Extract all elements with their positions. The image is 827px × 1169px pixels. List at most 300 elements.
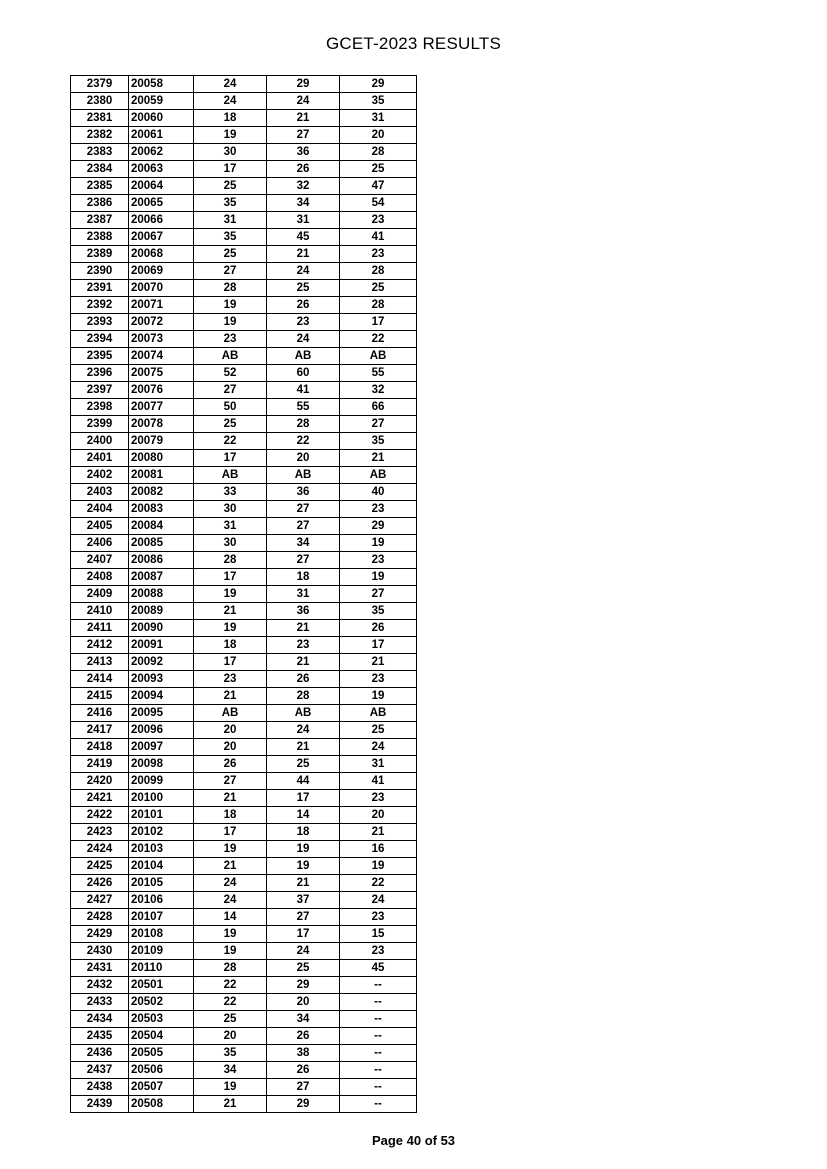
serial-number-cell: 2437: [71, 1062, 129, 1079]
score-cell-1: 31: [194, 212, 267, 229]
serial-number-cell: 2384: [71, 161, 129, 178]
roll-number-cell: 20087: [129, 569, 194, 586]
score-cell-2: 28: [267, 416, 340, 433]
roll-number-cell: 20079: [129, 433, 194, 450]
score-cell-2: 27: [267, 501, 340, 518]
serial-number-cell: 2382: [71, 127, 129, 144]
score-cell-1: 18: [194, 807, 267, 824]
score-cell-3: 41: [340, 773, 417, 790]
table-row: [71, 875, 417, 892]
roll-number-cell: 20074: [129, 348, 194, 365]
score-cell-2: 41: [267, 382, 340, 399]
serial-number-cell: 2431: [71, 960, 129, 977]
table-row: [71, 1096, 417, 1113]
score-cell-1: 24: [194, 892, 267, 909]
serial-number-cell: 2400: [71, 433, 129, 450]
roll-number-cell: 20501: [129, 977, 194, 994]
table-row: [71, 433, 417, 450]
score-cell-1: 35: [194, 229, 267, 246]
table-row: [71, 76, 417, 93]
roll-number-cell: 20075: [129, 365, 194, 382]
serial-number-cell: 2387: [71, 212, 129, 229]
score-cell-3: AB: [340, 467, 417, 484]
roll-number-cell: 20070: [129, 280, 194, 297]
serial-number-cell: 2407: [71, 552, 129, 569]
score-cell-3: 25: [340, 722, 417, 739]
table-row: [71, 603, 417, 620]
score-cell-1: 21: [194, 858, 267, 875]
score-cell-3: 40: [340, 484, 417, 501]
score-cell-3: --: [340, 1079, 417, 1096]
score-cell-1: 19: [194, 314, 267, 331]
serial-number-cell: 2415: [71, 688, 129, 705]
score-cell-3: 28: [340, 297, 417, 314]
roll-number-cell: 20099: [129, 773, 194, 790]
score-cell-3: 23: [340, 552, 417, 569]
score-cell-1: 20: [194, 722, 267, 739]
score-cell-1: 17: [194, 569, 267, 586]
score-cell-1: 22: [194, 994, 267, 1011]
score-cell-2: 18: [267, 569, 340, 586]
serial-number-cell: 2403: [71, 484, 129, 501]
score-cell-2: 19: [267, 858, 340, 875]
roll-number-cell: 20096: [129, 722, 194, 739]
score-cell-3: 29: [340, 518, 417, 535]
score-cell-3: 66: [340, 399, 417, 416]
serial-number-cell: 2433: [71, 994, 129, 1011]
score-cell-1: 21: [194, 603, 267, 620]
score-cell-3: 28: [340, 144, 417, 161]
table-row: [71, 348, 417, 365]
roll-number-cell: 20083: [129, 501, 194, 518]
score-cell-1: 22: [194, 977, 267, 994]
score-cell-2: 18: [267, 824, 340, 841]
score-cell-1: 34: [194, 1062, 267, 1079]
serial-number-cell: 2420: [71, 773, 129, 790]
score-cell-3: 25: [340, 161, 417, 178]
serial-number-cell: 2428: [71, 909, 129, 926]
score-cell-1: 28: [194, 960, 267, 977]
serial-number-cell: 2389: [71, 246, 129, 263]
score-cell-2: 24: [267, 722, 340, 739]
score-cell-2: 20: [267, 994, 340, 1011]
serial-number-cell: 2419: [71, 756, 129, 773]
roll-number-cell: 20060: [129, 110, 194, 127]
score-cell-2: 26: [267, 1062, 340, 1079]
roll-number-cell: 20107: [129, 909, 194, 926]
roll-number-cell: 20082: [129, 484, 194, 501]
roll-number-cell: 20502: [129, 994, 194, 1011]
score-cell-2: 20: [267, 450, 340, 467]
serial-number-cell: 2399: [71, 416, 129, 433]
score-cell-3: --: [340, 1045, 417, 1062]
score-cell-3: 21: [340, 450, 417, 467]
score-cell-1: 26: [194, 756, 267, 773]
score-cell-3: 41: [340, 229, 417, 246]
roll-number-cell: 20080: [129, 450, 194, 467]
score-cell-3: AB: [340, 705, 417, 722]
roll-number-cell: 20508: [129, 1096, 194, 1113]
roll-number-cell: 20103: [129, 841, 194, 858]
score-cell-1: 19: [194, 127, 267, 144]
roll-number-cell: 20081: [129, 467, 194, 484]
score-cell-2: 17: [267, 790, 340, 807]
score-cell-3: 45: [340, 960, 417, 977]
score-cell-2: 27: [267, 127, 340, 144]
serial-number-cell: 2398: [71, 399, 129, 416]
table-row: [71, 722, 417, 739]
roll-number-cell: 20076: [129, 382, 194, 399]
roll-number-cell: 20067: [129, 229, 194, 246]
score-cell-3: 23: [340, 943, 417, 960]
serial-number-cell: 2422: [71, 807, 129, 824]
table-row: [71, 671, 417, 688]
roll-number-cell: 20068: [129, 246, 194, 263]
score-cell-3: 55: [340, 365, 417, 382]
table-row: [71, 943, 417, 960]
serial-number-cell: 2423: [71, 824, 129, 841]
roll-number-cell: 20072: [129, 314, 194, 331]
table-row: [71, 1011, 417, 1028]
serial-number-cell: 2390: [71, 263, 129, 280]
score-cell-2: 24: [267, 93, 340, 110]
serial-number-cell: 2435: [71, 1028, 129, 1045]
score-cell-3: 20: [340, 127, 417, 144]
score-cell-2: AB: [267, 467, 340, 484]
score-cell-2: 21: [267, 246, 340, 263]
score-cell-2: 29: [267, 1096, 340, 1113]
serial-number-cell: 2429: [71, 926, 129, 943]
serial-number-cell: 2426: [71, 875, 129, 892]
score-cell-3: 26: [340, 620, 417, 637]
roll-number-cell: 20089: [129, 603, 194, 620]
serial-number-cell: 2439: [71, 1096, 129, 1113]
score-cell-1: 19: [194, 943, 267, 960]
score-cell-1: 22: [194, 433, 267, 450]
score-cell-1: 20: [194, 1028, 267, 1045]
score-cell-2: 21: [267, 110, 340, 127]
score-cell-3: --: [340, 1096, 417, 1113]
score-cell-2: 26: [267, 161, 340, 178]
table-row: [71, 654, 417, 671]
score-cell-2: 24: [267, 263, 340, 280]
table-row: [71, 586, 417, 603]
roll-number-cell: 20503: [129, 1011, 194, 1028]
score-cell-3: 28: [340, 263, 417, 280]
score-cell-2: 25: [267, 280, 340, 297]
roll-number-cell: 20097: [129, 739, 194, 756]
score-cell-1: 31: [194, 518, 267, 535]
score-cell-2: 21: [267, 620, 340, 637]
table-row: [71, 960, 417, 977]
table-row: [71, 620, 417, 637]
table-row: [71, 450, 417, 467]
serial-number-cell: 2396: [71, 365, 129, 382]
serial-number-cell: 2413: [71, 654, 129, 671]
table-row: [71, 365, 417, 382]
score-cell-2: 26: [267, 671, 340, 688]
score-cell-2: 24: [267, 331, 340, 348]
score-cell-2: 28: [267, 688, 340, 705]
roll-number-cell: 20084: [129, 518, 194, 535]
score-cell-3: 17: [340, 637, 417, 654]
table-row: [71, 484, 417, 501]
serial-number-cell: 2394: [71, 331, 129, 348]
serial-number-cell: 2410: [71, 603, 129, 620]
roll-number-cell: 20065: [129, 195, 194, 212]
roll-number-cell: 20063: [129, 161, 194, 178]
score-cell-1: 20: [194, 739, 267, 756]
score-cell-3: AB: [340, 348, 417, 365]
serial-number-cell: 2418: [71, 739, 129, 756]
roll-number-cell: 20066: [129, 212, 194, 229]
serial-number-cell: 2402: [71, 467, 129, 484]
score-cell-2: 29: [267, 977, 340, 994]
score-cell-1: 33: [194, 484, 267, 501]
score-cell-3: 23: [340, 246, 417, 263]
score-cell-1: 19: [194, 841, 267, 858]
table-row: [71, 1045, 417, 1062]
roll-number-cell: 20090: [129, 620, 194, 637]
score-cell-2: 22: [267, 433, 340, 450]
score-cell-3: 23: [340, 671, 417, 688]
roll-number-cell: 20110: [129, 960, 194, 977]
roll-number-cell: 20104: [129, 858, 194, 875]
score-cell-3: 23: [340, 212, 417, 229]
serial-number-cell: 2386: [71, 195, 129, 212]
table-row: [71, 739, 417, 756]
score-cell-3: 35: [340, 603, 417, 620]
table-row: [71, 399, 417, 416]
table-row: [71, 93, 417, 110]
score-cell-3: 19: [340, 858, 417, 875]
score-cell-1: AB: [194, 348, 267, 365]
score-cell-2: 37: [267, 892, 340, 909]
table-row: [71, 977, 417, 994]
serial-number-cell: 2405: [71, 518, 129, 535]
serial-number-cell: 2430: [71, 943, 129, 960]
roll-number-cell: 20098: [129, 756, 194, 773]
roll-number-cell: 20109: [129, 943, 194, 960]
serial-number-cell: 2406: [71, 535, 129, 552]
table-row: [71, 229, 417, 246]
score-cell-3: 15: [340, 926, 417, 943]
score-cell-1: 21: [194, 688, 267, 705]
score-cell-1: 17: [194, 824, 267, 841]
roll-number-cell: 20062: [129, 144, 194, 161]
score-cell-2: 36: [267, 603, 340, 620]
table-row: [71, 110, 417, 127]
score-cell-2: 34: [267, 1011, 340, 1028]
score-cell-1: 23: [194, 671, 267, 688]
score-cell-1: 27: [194, 382, 267, 399]
score-cell-2: 36: [267, 144, 340, 161]
score-cell-3: 23: [340, 909, 417, 926]
table-row: [71, 790, 417, 807]
serial-number-cell: 2438: [71, 1079, 129, 1096]
roll-number-cell: 20504: [129, 1028, 194, 1045]
score-cell-1: 28: [194, 552, 267, 569]
roll-number-cell: 20061: [129, 127, 194, 144]
score-cell-2: AB: [267, 705, 340, 722]
score-cell-3: --: [340, 977, 417, 994]
results-table-body: [71, 76, 417, 1113]
score-cell-1: 35: [194, 1045, 267, 1062]
score-cell-1: 50: [194, 399, 267, 416]
roll-number-cell: 20106: [129, 892, 194, 909]
score-cell-2: 31: [267, 586, 340, 603]
roll-number-cell: 20105: [129, 875, 194, 892]
table-row: [71, 1079, 417, 1096]
table-row: [71, 926, 417, 943]
score-cell-2: 21: [267, 654, 340, 671]
table-row: [71, 892, 417, 909]
table-row: [71, 212, 417, 229]
score-cell-1: 52: [194, 365, 267, 382]
table-row: [71, 535, 417, 552]
results-table: [70, 75, 417, 1113]
score-cell-3: 21: [340, 824, 417, 841]
table-row: [71, 994, 417, 1011]
score-cell-1: 19: [194, 620, 267, 637]
score-cell-1: AB: [194, 467, 267, 484]
score-cell-1: 30: [194, 535, 267, 552]
score-cell-3: --: [340, 1011, 417, 1028]
roll-number-cell: 20069: [129, 263, 194, 280]
score-cell-3: 32: [340, 382, 417, 399]
score-cell-1: 24: [194, 76, 267, 93]
serial-number-cell: 2385: [71, 178, 129, 195]
table-row: [71, 1028, 417, 1045]
score-cell-3: 31: [340, 756, 417, 773]
score-cell-3: --: [340, 994, 417, 1011]
score-cell-2: 31: [267, 212, 340, 229]
table-row: [71, 909, 417, 926]
table-row: [71, 297, 417, 314]
score-cell-1: 19: [194, 586, 267, 603]
score-cell-1: 30: [194, 501, 267, 518]
score-cell-2: 19: [267, 841, 340, 858]
score-cell-1: 18: [194, 110, 267, 127]
score-cell-2: 26: [267, 297, 340, 314]
score-cell-2: 27: [267, 1079, 340, 1096]
score-cell-1: 17: [194, 654, 267, 671]
score-cell-2: 34: [267, 535, 340, 552]
serial-number-cell: 2414: [71, 671, 129, 688]
table-row: [71, 637, 417, 654]
score-cell-2: 21: [267, 739, 340, 756]
table-row: [71, 552, 417, 569]
score-cell-1: 18: [194, 637, 267, 654]
score-cell-1: AB: [194, 705, 267, 722]
score-cell-3: 35: [340, 93, 417, 110]
serial-number-cell: 2392: [71, 297, 129, 314]
serial-number-cell: 2381: [71, 110, 129, 127]
roll-number-cell: 20094: [129, 688, 194, 705]
score-cell-2: 27: [267, 552, 340, 569]
table-row: [71, 161, 417, 178]
roll-number-cell: 20093: [129, 671, 194, 688]
serial-number-cell: 2417: [71, 722, 129, 739]
roll-number-cell: 20100: [129, 790, 194, 807]
serial-number-cell: 2397: [71, 382, 129, 399]
score-cell-2: 21: [267, 875, 340, 892]
serial-number-cell: 2409: [71, 586, 129, 603]
score-cell-1: 25: [194, 178, 267, 195]
score-cell-1: 24: [194, 93, 267, 110]
score-cell-2: 17: [267, 926, 340, 943]
score-cell-2: 55: [267, 399, 340, 416]
score-cell-3: 22: [340, 331, 417, 348]
score-cell-3: 54: [340, 195, 417, 212]
score-cell-1: 17: [194, 161, 267, 178]
serial-number-cell: 2393: [71, 314, 129, 331]
score-cell-2: 23: [267, 314, 340, 331]
roll-number-cell: 20505: [129, 1045, 194, 1062]
table-row: [71, 705, 417, 722]
score-cell-3: 23: [340, 790, 417, 807]
score-cell-2: 44: [267, 773, 340, 790]
table-row: [71, 382, 417, 399]
score-cell-2: 25: [267, 756, 340, 773]
serial-number-cell: 2421: [71, 790, 129, 807]
serial-number-cell: 2416: [71, 705, 129, 722]
score-cell-3: 35: [340, 433, 417, 450]
score-cell-3: 19: [340, 535, 417, 552]
score-cell-1: 28: [194, 280, 267, 297]
score-cell-3: 27: [340, 586, 417, 603]
roll-number-cell: 20507: [129, 1079, 194, 1096]
score-cell-1: 19: [194, 1079, 267, 1096]
score-cell-2: 27: [267, 909, 340, 926]
table-row: [71, 467, 417, 484]
roll-number-cell: 20108: [129, 926, 194, 943]
serial-number-cell: 2436: [71, 1045, 129, 1062]
score-cell-3: 21: [340, 654, 417, 671]
score-cell-3: 23: [340, 501, 417, 518]
score-cell-2: 23: [267, 637, 340, 654]
score-cell-3: --: [340, 1028, 417, 1045]
roll-number-cell: 20071: [129, 297, 194, 314]
score-cell-1: 25: [194, 1011, 267, 1028]
table-row: [71, 331, 417, 348]
roll-number-cell: 20102: [129, 824, 194, 841]
score-cell-1: 21: [194, 1096, 267, 1113]
score-cell-1: 24: [194, 875, 267, 892]
table-row: [71, 263, 417, 280]
score-cell-3: --: [340, 1062, 417, 1079]
score-cell-2: 25: [267, 960, 340, 977]
roll-number-cell: 20506: [129, 1062, 194, 1079]
score-cell-3: 31: [340, 110, 417, 127]
score-cell-1: 27: [194, 773, 267, 790]
roll-number-cell: 20073: [129, 331, 194, 348]
score-cell-3: 24: [340, 892, 417, 909]
table-row: [71, 416, 417, 433]
roll-number-cell: 20078: [129, 416, 194, 433]
table-row: [71, 280, 417, 297]
roll-number-cell: 20088: [129, 586, 194, 603]
table-row: [71, 688, 417, 705]
score-cell-3: 47: [340, 178, 417, 195]
serial-number-cell: 2395: [71, 348, 129, 365]
serial-number-cell: 2404: [71, 501, 129, 518]
score-cell-1: 17: [194, 450, 267, 467]
serial-number-cell: 2412: [71, 637, 129, 654]
roll-number-cell: 20085: [129, 535, 194, 552]
serial-number-cell: 2432: [71, 977, 129, 994]
roll-number-cell: 20101: [129, 807, 194, 824]
